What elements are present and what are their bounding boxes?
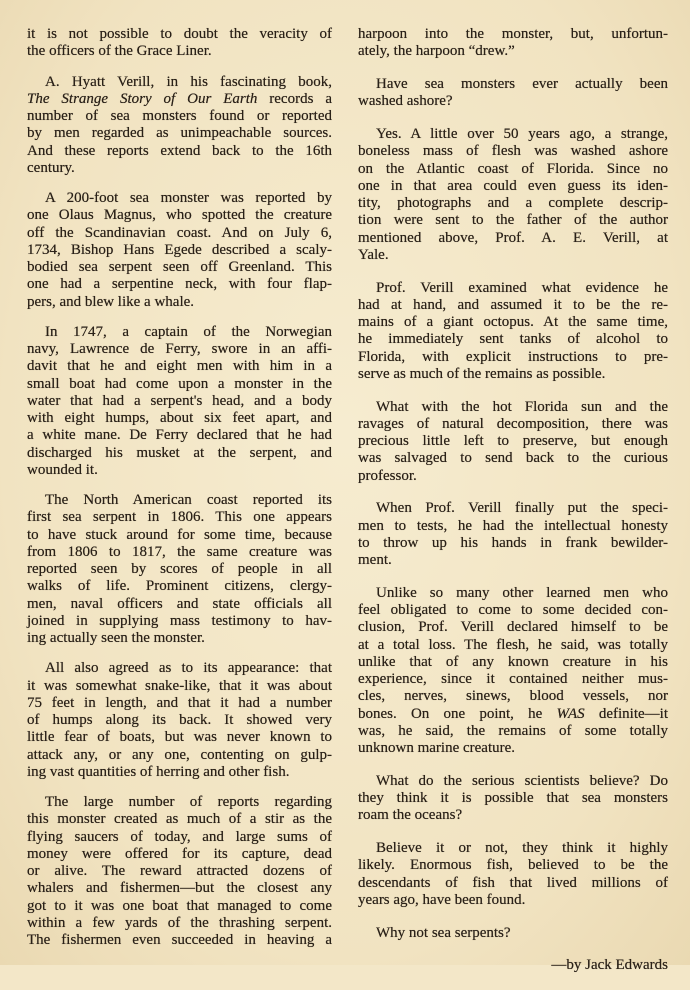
text-line: discharged his musket at the serpent, and xyxy=(27,444,332,461)
text-line: to throw up his hands in frank bewilder- xyxy=(358,534,668,551)
text-line: with eight humps, about six feet apart, and xyxy=(27,410,332,426)
text-line: The large number of reports regarding xyxy=(45,794,332,810)
text-line: to have stuck around for some time, because xyxy=(27,526,332,543)
text-line: years ago, have been found. xyxy=(358,891,526,908)
text-line: clusion, Prof. Verill declared himself to be xyxy=(358,619,668,636)
text-line: ravages of natural decomposition, there was xyxy=(358,415,668,432)
text-line: bodied sea serpent seen off Greenland. This xyxy=(27,259,332,275)
text-line: mentioned above, Prof. A. E. Verill, at xyxy=(358,229,668,246)
paragraph xyxy=(358,773,668,825)
text-line: joined in supplying mass testimony to hav- xyxy=(27,612,332,629)
text-line: century. xyxy=(27,159,75,176)
text-line: a white mane. De Ferry declared that he had xyxy=(27,427,332,444)
text-line: navy, Lawrence de Ferry, swore in an affi- xyxy=(27,341,332,357)
text-line: from 1806 to 1817, the same creature was xyxy=(27,543,332,560)
text-line: got to it was one boat that managed to come xyxy=(27,897,332,914)
text-line: ing actually seen the monster. xyxy=(27,630,205,646)
text-line: Unlike so many other learned men who xyxy=(376,584,668,601)
text-line: roam the oceans? xyxy=(358,807,463,824)
text-line: harpoon into the monster, but, unfortun- xyxy=(358,26,668,42)
paragraph xyxy=(27,492,332,647)
text-line: by men regarded as unimpeachable sources. xyxy=(27,125,332,142)
text-line: boneless mass of flesh was washed ashore xyxy=(358,143,668,160)
paragraph xyxy=(27,26,332,61)
text-line: had at hand, and assumed it to be the re- xyxy=(358,296,668,313)
text-line: A. Hyatt Verill, in his fascinating book, xyxy=(45,73,332,90)
text-line: whalers and fishermen—but the closest any xyxy=(27,880,332,897)
text-line: And these reports extend back to the 16th xyxy=(27,142,332,159)
text-line: walks of life. Prominent citizens, clergy- xyxy=(27,578,332,595)
text-line: it is not possible to doubt the veracity of xyxy=(27,26,332,42)
text-line: tity, photographs and a complete descrip- xyxy=(358,195,668,211)
text-line: within a few yards of the thrashing serpent. xyxy=(27,914,332,931)
text-line: What do the serious scientists believe? Do xyxy=(376,772,668,789)
text-line: or alive. The reward attracted dozens of xyxy=(27,863,332,879)
text-line: ment. xyxy=(358,552,392,568)
text-line: Believe it or not, they think it highly xyxy=(376,840,668,856)
text-line: at a total loss. The flesh, he said, was totally xyxy=(358,636,668,653)
paragraph xyxy=(358,26,668,61)
left-column xyxy=(27,26,332,962)
text-line: it was somewhat snake-like, that it was about xyxy=(27,677,332,694)
text-line: bones. On one point, he WAS definite—it xyxy=(358,705,668,722)
text-line: the officers of the Grace Liner. xyxy=(27,43,212,60)
paragraph xyxy=(27,660,332,781)
byline xyxy=(358,957,668,974)
text-line: A 200-foot sea monster was reported by xyxy=(45,190,332,206)
text-line: Florida, with explicit instructions to pre- xyxy=(358,348,668,365)
text-line: —by Jack Edwards xyxy=(551,957,668,974)
text-line: small boat had come upon a monster in the xyxy=(27,375,332,392)
text-line: serve as much of the remains as possible. xyxy=(358,365,606,382)
text-line: water that had a serpent's head, and a body xyxy=(27,392,332,409)
text-line: ing vast quantities of herring and other fish. xyxy=(27,763,290,780)
paragraph xyxy=(27,324,332,479)
paragraph xyxy=(27,74,332,178)
text-line: number of sea monsters found or reported xyxy=(27,108,332,124)
text-line: In 1747, a captain of the Norwegian xyxy=(45,323,332,340)
text-line: washed ashore? xyxy=(358,93,453,110)
text-line: little fear of boats, but was never known to xyxy=(27,729,332,746)
text-line: 75 feet in length, and that it had a number xyxy=(27,694,332,711)
text-line: ately, the harpoon “drew.” xyxy=(358,43,515,60)
text-line: professor. xyxy=(358,467,417,484)
paragraph xyxy=(358,126,668,264)
text-line: he immediately sent tanks of alcohol to xyxy=(358,331,668,348)
text-line: one Olaus Magnus, who spotted the creature xyxy=(27,207,332,224)
paragraph xyxy=(358,280,668,384)
paragraph xyxy=(27,190,332,311)
text-line: men to tests, he had the intellectual honesty xyxy=(358,517,668,534)
text-line: cles, nerves, sinews, blood vessels, nor xyxy=(358,688,668,705)
text-line: mains of a giant octopus. At the same time, xyxy=(358,314,668,330)
text-line: All also agreed as to its appearance: that xyxy=(45,660,332,677)
text-line: precious little left to preserve, but enough xyxy=(358,433,668,449)
paragraph xyxy=(358,925,668,942)
text-line: flying saucers of today, and large sums of xyxy=(27,828,332,845)
text-line: was, he said, the remains of some totally xyxy=(358,722,668,739)
paragraph xyxy=(358,76,668,111)
text-line: this monster created as much of a stir as the xyxy=(27,811,332,828)
text-line: on the Atlantic coast of Florida. Since no xyxy=(358,160,668,177)
text-line: Why not sea serpents? xyxy=(376,924,511,941)
text-line: likely. Enormous fish, believed to be the xyxy=(358,857,668,874)
text-line: Have sea monsters ever actually been xyxy=(376,76,668,92)
text-line: they think it is possible that sea monsters xyxy=(358,790,668,806)
text-line: off the Scandinavian coast. And on July 6, xyxy=(27,224,332,241)
text-line: davit that he and eight men with him in a xyxy=(27,358,332,375)
paragraph xyxy=(27,794,332,949)
text-line: men, naval officers and state officials all xyxy=(27,595,332,612)
text-line: wounded it. xyxy=(27,461,98,478)
text-line: tion were sent to the father of the author xyxy=(358,212,668,229)
text-line: descendants of fish that lived millions of xyxy=(358,874,668,891)
text-line: one in that area could even guess its iden- xyxy=(358,177,668,194)
text-line: What with the hot Florida sun and the xyxy=(376,398,668,415)
text-line: The North American coast reported its xyxy=(45,492,332,508)
text-line: experience, since it contained neither mus- xyxy=(358,671,668,687)
text-line: unknown marine creature. xyxy=(358,740,516,756)
text-line: unlike that of any known creature in his xyxy=(358,653,668,670)
paragraph xyxy=(358,585,668,758)
right-column xyxy=(358,26,668,990)
paragraph xyxy=(358,500,668,569)
paragraph xyxy=(358,840,668,909)
text-line: Yes. A little over 50 years ago, a strange, xyxy=(376,126,668,142)
text-line: money were offered for its capture, dead xyxy=(27,845,332,862)
text-line: of humps along its back. It showed very xyxy=(27,712,332,728)
text-line: was salvaged to send back to the curious xyxy=(358,450,668,467)
text-line: first sea serpent in 1806. This one appears xyxy=(27,509,332,526)
text-line: feel obligated to come to some decided con- xyxy=(358,602,668,618)
text-line: Yale. xyxy=(358,246,389,263)
text-line: attack any, or any one, contenting on gulp- xyxy=(27,746,332,763)
paragraph xyxy=(358,399,668,485)
text-line: Prof. Verill examined what evidence he xyxy=(376,279,668,296)
text-line: 1734, Bishop Hans Egede described a scaly- xyxy=(27,241,332,258)
text-line: pers, and blew like a whale. xyxy=(27,293,195,310)
text-line: The fishermen even succeeded in heaving a xyxy=(27,932,332,948)
text-line: The Strange Story of Our Earth records a xyxy=(27,90,332,107)
text-line: reported seen by scores of people in all xyxy=(27,561,332,577)
text-line: one had a serpentine neck, with four flap- xyxy=(27,276,332,293)
text-line: When Prof. Verill finally put the speci- xyxy=(376,500,668,517)
